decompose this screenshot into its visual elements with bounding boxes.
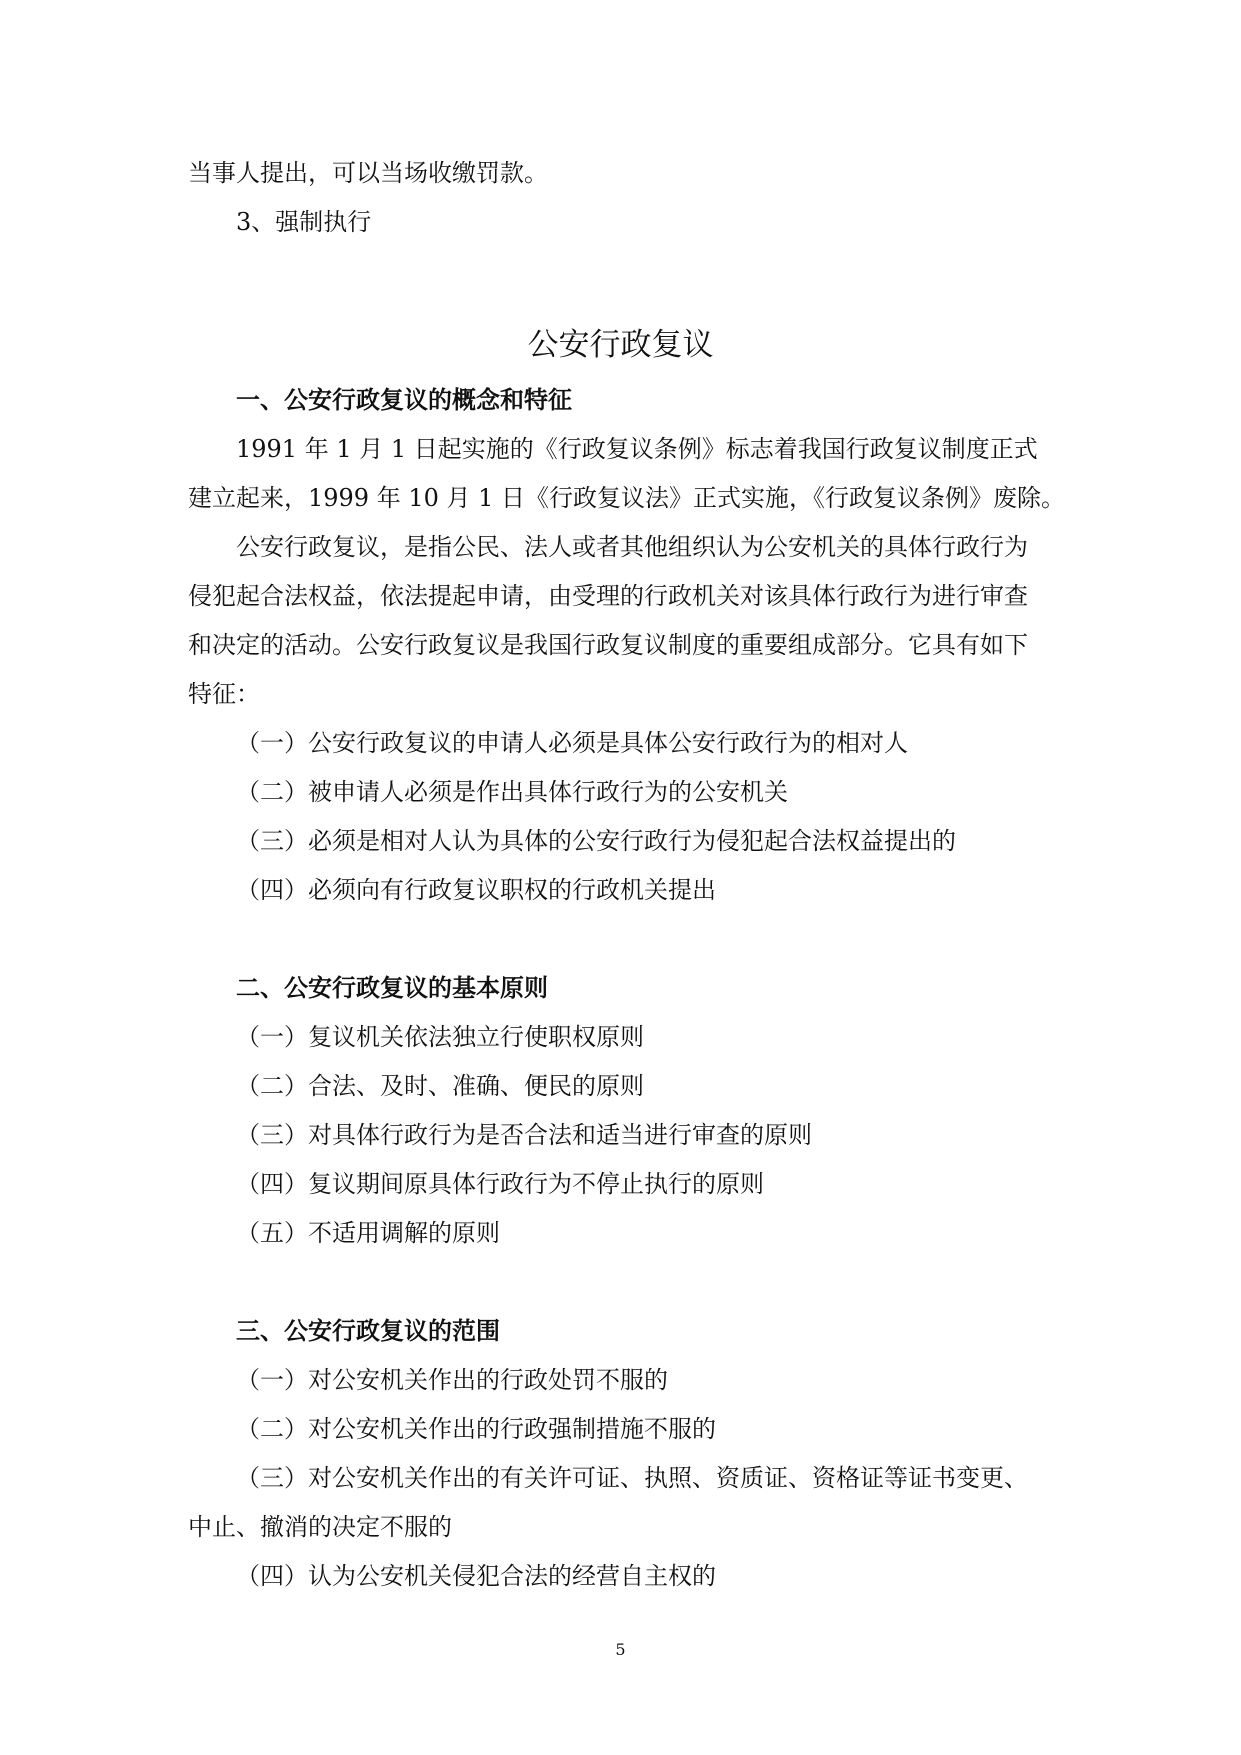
section-3-item-3: （三）对公安机关作出的有关许可证、执照、资质证、资格证等证书变更、	[236, 1464, 1028, 1492]
section-1-paragraph-2-line-2: 侵犯起合法权益，依法提起申请，由受理的行政机关对该具体行政行为进行审查	[188, 582, 1028, 610]
section-2-item-5: （五）不适用调解的原则	[236, 1219, 500, 1247]
intro-line-2: 3、强制执行	[236, 208, 372, 236]
section-2-item-1: （一）复议机关依法独立行使职权原则	[236, 1023, 644, 1051]
section-1-heading: 一、公安行政复议的概念和特征	[236, 385, 572, 414]
section-1-paragraph-2-line-3: 和决定的活动。公安行政复议是我国行政复议制度的重要组成部分。它具有如下	[188, 631, 1028, 659]
section-2-item-3: （三）对具体行政行为是否合法和适当进行审查的原则	[236, 1121, 812, 1149]
section-1-paragraph-2-line-1: 公安行政复议，是指公民、法人或者其他组织认为公安机关的具体行政行为	[236, 533, 1028, 561]
section-3-item-1: （一）对公安机关作出的行政处罚不服的	[236, 1366, 668, 1394]
page-title: 公安行政复议	[527, 327, 714, 363]
section-1-paragraph-1-line-2: 建立起来，1999 年 10 月 1 日《行政复议法》正式实施，《行政复议条例》废除。	[188, 484, 1066, 512]
section-3-item-4: （四）认为公安机关侵犯合法的经营自主权的	[236, 1562, 716, 1590]
section-1-item-3: （三）必须是相对人认为具体的公安行政行为侵犯起合法权益提出的	[236, 827, 956, 855]
section-1-paragraph-1-line-1: 1991 年 1 月 1 日起实施的《行政复议条例》标志着我国行政复议制度正式	[236, 435, 1038, 463]
section-3-heading: 三、公安行政复议的范围	[236, 1316, 500, 1345]
section-1-item-4: （四）必须向有行政复议职权的行政机关提出	[236, 876, 716, 904]
section-1-paragraph-2-line-4: 特征：	[188, 680, 260, 708]
section-3-item-2: （二）对公安机关作出的行政强制措施不服的	[236, 1415, 716, 1443]
section-1-item-1: （一）公安行政复议的申请人必须是具体公安行政行为的相对人	[236, 729, 908, 757]
section-2-item-2: （二）合法、及时、准确、便民的原则	[236, 1072, 644, 1100]
section-3-item-3-continuation: 中止、撤消的决定不服的	[188, 1513, 452, 1541]
page-number: 5	[615, 1640, 626, 1659]
section-1-item-2: （二）被申请人必须是作出具体行政行为的公安机关	[236, 778, 788, 806]
section-2-item-4: （四）复议期间原具体行政行为不停止执行的原则	[236, 1170, 764, 1198]
section-2-heading: 二、公安行政复议的基本原则	[236, 973, 548, 1002]
intro-line-1: 当事人提出，可以当场收缴罚款。	[188, 159, 548, 187]
